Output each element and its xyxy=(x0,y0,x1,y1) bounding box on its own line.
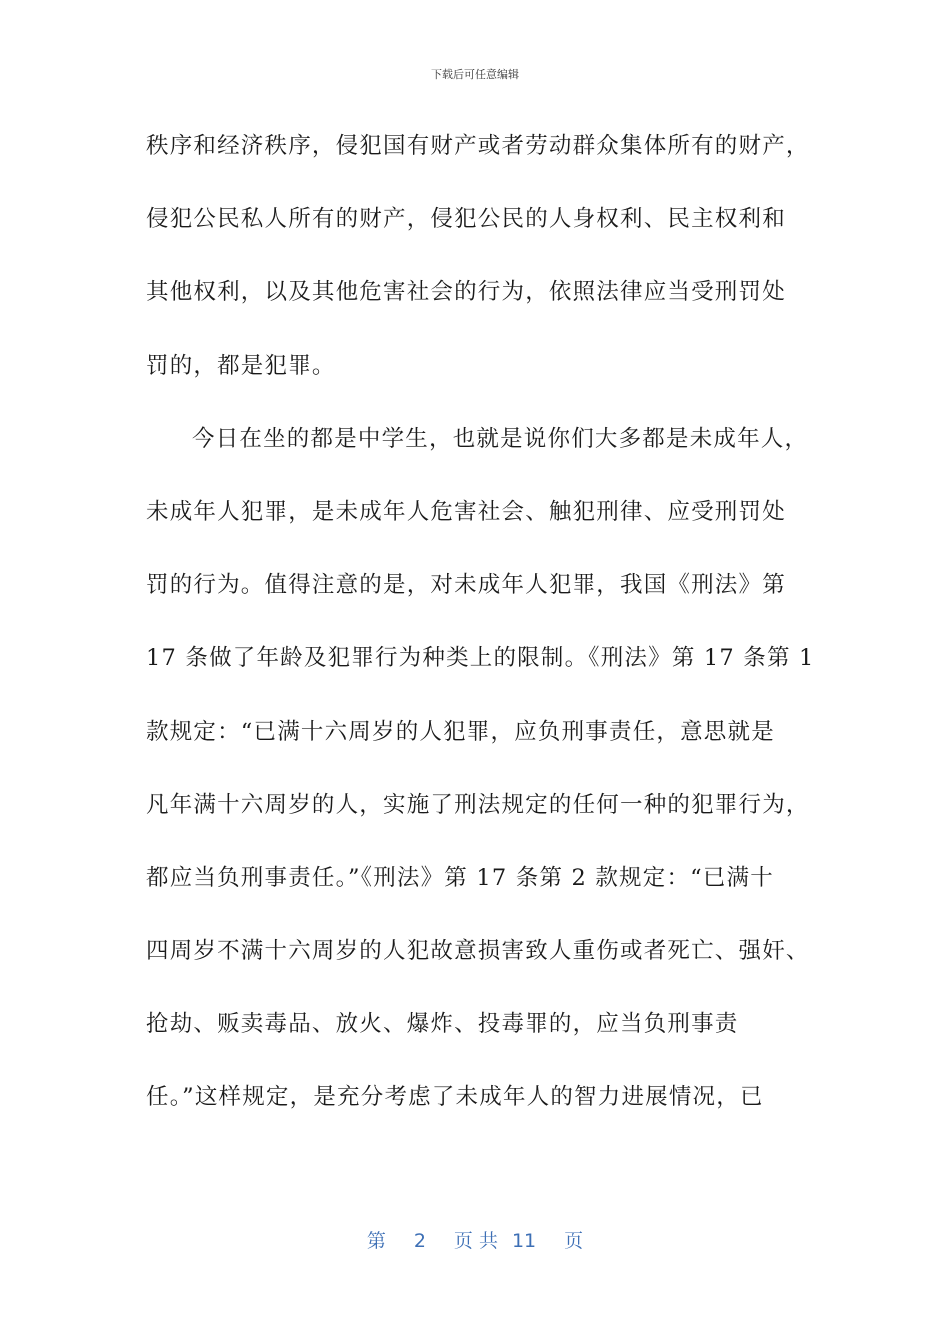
current-page-number: 2 xyxy=(413,1230,426,1252)
page-header xyxy=(0,66,950,82)
text-line: 其他权利，以及其他危害社会的行为，依照法律应当受刑罚处 xyxy=(146,279,786,306)
text-line: 四周岁不满十六周岁的人犯故意损害致人重伤或者死亡、强奸、 xyxy=(146,938,810,965)
footer-middle: 页 共 xyxy=(453,1230,498,1252)
footer-prefix: 第 xyxy=(366,1230,386,1252)
footer-suffix: 页 xyxy=(564,1230,584,1252)
document-body xyxy=(146,121,816,1146)
paragraph-start-line: 今日在坐的都是中学生，也就是说你们大多都是未成年人， xyxy=(192,425,809,452)
text-line: 罚的行为。值得注意的是，对未成年人犯罪，我国《刑法》第 xyxy=(146,572,786,599)
text-line: 未成年人犯罪，是未成年人危害社会、触犯刑律、应受刑罚处 xyxy=(146,498,786,525)
header-note: 下载后可任意编辑 xyxy=(431,68,519,81)
text-line: 17 条做了年龄及犯罪行为种类上的限制。《刑法》第 17 条第 1 xyxy=(146,645,815,672)
text-line: 款规定：“已满十六周岁的人犯罪，应负刑事责任，意思就是 xyxy=(146,718,775,745)
page-footer xyxy=(0,1226,950,1253)
text-line: 罚的，都是犯罪。 xyxy=(146,352,336,379)
total-pages-number: 11 xyxy=(511,1230,537,1252)
text-line: 秩序和经济秩序，侵犯国有财产或者劳动群众集体所有的财产， xyxy=(146,133,810,159)
text-line: 侵犯公民私人所有的财产，侵犯公民的人身权利、民主权利和 xyxy=(146,206,786,233)
text-line: 抢劫、贩卖毒品、放火、爆炸、投毒罪的，应当负刑事责 xyxy=(146,1011,739,1038)
text-line: 任。”这样规定，是充分考虑了未成年人的智力进展情况，已 xyxy=(146,1084,764,1111)
text-line: 凡年满十六周岁的人，实施了刑法规定的任何一种的犯罪行为， xyxy=(146,791,810,818)
text-line: 都应当负刑事责任。”《刑法》第 17 条第 2 款规定：“已满十 xyxy=(146,864,774,891)
